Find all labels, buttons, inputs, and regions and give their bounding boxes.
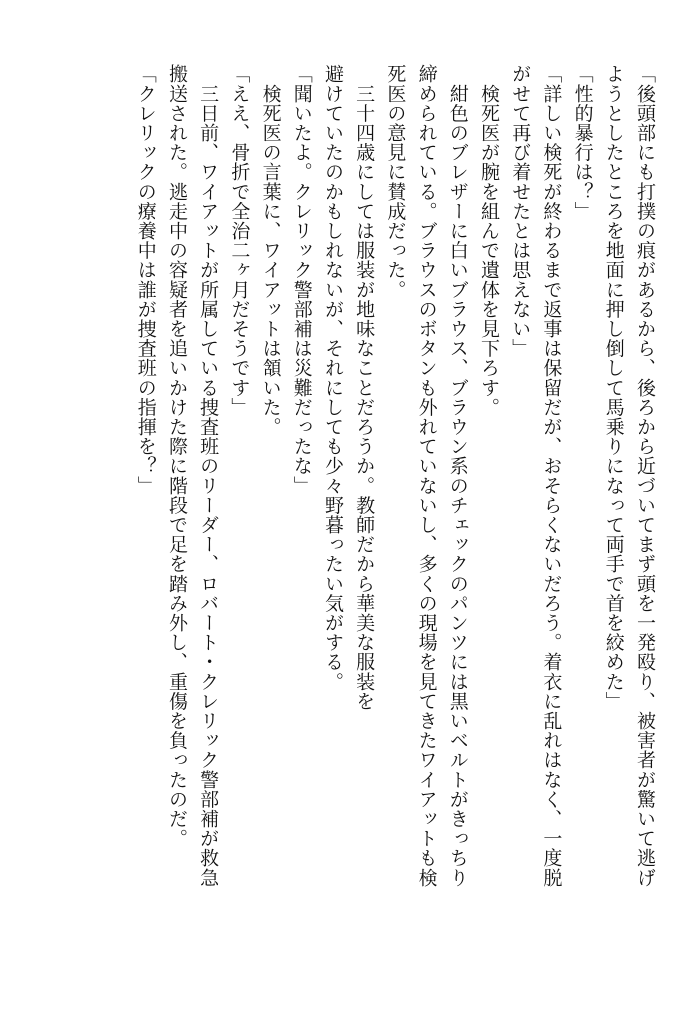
vertical-text-body — [130, 64, 660, 984]
text-line: 死医の意見に賛成だった。 — [384, 64, 407, 300]
text-line: 三日前、ワイアットが所属している捜査班のリーダー、ロバート・クレリック警部補が救急 — [197, 64, 220, 888]
text-line: 避けていたのかもしれないが、それにしても少々野暮ったい気がする。 — [321, 64, 344, 692]
text-line: ようとしたところを地面に押し倒して馬乗りになって両手で首を絞めた」 — [602, 64, 625, 711]
text-line: 検死医の言葉に、ワイアットは頷いた。 — [259, 64, 282, 437]
text-line: 「性的暴行は？」 — [571, 64, 594, 221]
text-line: 「後頭部にも打撲の痕があるから、後ろから近づいてまず頭を一発殴り、被害者が驚いて逃げ — [634, 64, 656, 888]
text-line: 「聞いたよ。クレリック警部補は災難だったな」 — [290, 64, 313, 496]
text-line: 三十四歳にしては服装が地味なことだろうか。教師だから華美な服装を — [353, 64, 376, 711]
text-line: 検死医が腕を組んで遺体を見下ろす。 — [477, 64, 500, 417]
text-line: 締められている。ブラウスのボタンも外れていないし、多くの現場を見てきたワイアットも検 — [415, 64, 438, 888]
text-line: 搬送された。逃走中の容疑者を追いかけた際に階段で足を踏み外し、重傷を負ったのだ。 — [165, 64, 188, 848]
text-line: 紺色のブレザーに白いブラウス、ブラウン系のチェックのパンツには黒いベルトがきっちり — [446, 64, 469, 888]
text-line: 「ええ、骨折で全治二ヶ月だそうです」 — [228, 64, 251, 417]
text-line: 「クレリックの療養中は誰が捜査班の指揮を？」 — [134, 64, 157, 496]
text-line: がせて再び着せたとは思えない」 — [509, 64, 532, 358]
text-line: 「詳しい検死が終わるまで返事は保留だが、おそらくないだろう。着衣に乱れはなく、一度脱 — [540, 64, 563, 888]
